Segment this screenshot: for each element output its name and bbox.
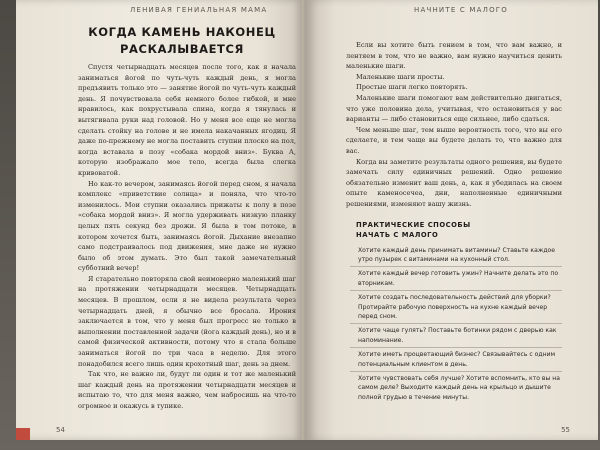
page-number-left: 54	[56, 426, 65, 434]
paragraph: Так что, не важно ли, будут ли один и тот же маленький шаг каждый день на протяжении четырнадцати месяцев и испытаю то, что для меня важно, чем набросишь на что-то огромное и окажусь в тупике.	[78, 370, 296, 410]
paragraph: Простые шаги легко повторять.	[356, 83, 468, 92]
paragraph: Спустя четырнадцать месяцев после того, как я начала заниматься йогой по чуть-чуть каждый день, я могла предъявить только это — занятие йогой по чуть-чуть каждый день. Я почувствовала себя немного более гибкой, и мне нравилось, как похрустывала спина, когда я тянулась и вытягивала руки над головой. Но у меня все еще не могла сделать стойку на голове и не имела накачанных ягодиц. Я даже по-прежнему не могла поставить ступни плоско на пол, когда вставала в позу «собака мордой вниз». Буква А, которую изображало мое тело, всегда была слегка кривоватой.	[78, 63, 296, 177]
right-body-text	[346, 40, 562, 404]
paragraph: Когда вы заметите результаты одного решения, вы будете замечать силу единичных решений. Одно решение обязательно изменит ваш день, а, как я убедилась на своем опыте каменосечеа, дни, наполненные единичными решениями, изменяют вашу жизнь.	[346, 157, 562, 208]
tip-item: Хотите каждый вечер готовить ужин? Начните делать это по вторникам.	[350, 267, 562, 291]
tip-item: Хотите создать последовательность действий для уборки? Протирайте рабочую поверхность на кухне каждый вечер перед сном.	[350, 291, 562, 324]
tip-item: Хотите чувствовать себя лучше? Хотите вспомнить, кто вы на самом деле? Выходите каждый день на крыльцо и дышите полной грудью в течение минуты.	[358, 374, 560, 401]
sticker-corner	[16, 428, 30, 440]
paragraph: Если вы хотите быть гением в том, что вам важно, и лентяем в том, что не важно, вам нужно научиться ценить маленькие шаги.	[346, 41, 562, 71]
chapter-title	[82, 24, 282, 58]
section-title-line: ПРАКТИЧЕСКИЕ СПОСОБЫ	[356, 220, 471, 229]
paragraph: Маленькие шаги просты.	[356, 72, 445, 81]
open-book	[16, 0, 598, 445]
paragraph: Но как-то вечером, занимаясь йогой перед сном, я начала комплекс «приветствие солнца» и поняла, что что-то изменилось. Мои ступни оказались прижаты к полу в позе «собака мордой вниз». Я могла удерживать низкую планку целых пять секунд без дрожи. Я была в том потоке, в котором хочется быть, занимаясь йогой. Дыхание внезапно само подстраивалось под движения, мне даже не нужно было об этом думать. Это был такой замечательный субботний вечер!	[78, 179, 296, 273]
chapter-title-line: РАСКАЛЫВАЕТСЯ	[120, 42, 244, 56]
page-number-right: 55	[561, 426, 570, 434]
chapter-title-line: КОГДА КАМЕНЬ НАКОНЕЦ	[88, 25, 276, 39]
tips-list	[350, 244, 562, 405]
left-page	[16, 0, 304, 440]
running-head-right: НАЧНИТЕ С МАЛОГО	[414, 6, 508, 14]
tip-item: Хотите каждый день принимать витамины? Ставьте каждое утро пузырек с витаминами на кухонный стол.	[350, 244, 562, 268]
paragraph: Я старательно повторяла свой неимоверно маленький шаг на протяжении четырнадцати месяцев. Четырнадцать месяцев. В прошлом, если я не видела результата через четырнадцать дней, я обычно все бросала. Ирония заключается в том, что у меня был прогресс не только в выполнении поставленной задачи (йога каждый день), но и в самой физической активности, потому что я стала больше заниматься йогой по три часа в неделю. Для этого понадобился всего лишь один крохотный шаг, день за днем.	[78, 274, 296, 368]
tip-item: Хотите иметь процветающий бизнес? Связывайтесь с одним потенциальным клиентом в день.	[350, 348, 562, 372]
section-title	[356, 220, 562, 240]
section-title-line: НАЧАТЬ С МАЛОГО	[356, 230, 439, 239]
left-body-text	[78, 62, 296, 412]
running-head-left: ЛЕНИВАЯ ГЕНИАЛЬНАЯ МАМА	[130, 6, 268, 14]
tip-item: Хотите чаще гулять? Поставьте ботинки рядом с дверью как напоминание.	[350, 324, 562, 348]
right-page	[306, 0, 598, 440]
paragraph: Маленькие шаги помогают вам действительно двигаться, что уже половина дела, учитывая, что остановиться у вас варианты — либо становиться еще сильнее, либо сдаться.	[346, 93, 562, 124]
paragraph: Чем меньше шаг, тем выше вероятность того, что вы его сделаете, и тем чаще вы будете делать то, что важно для вас.	[346, 125, 562, 155]
